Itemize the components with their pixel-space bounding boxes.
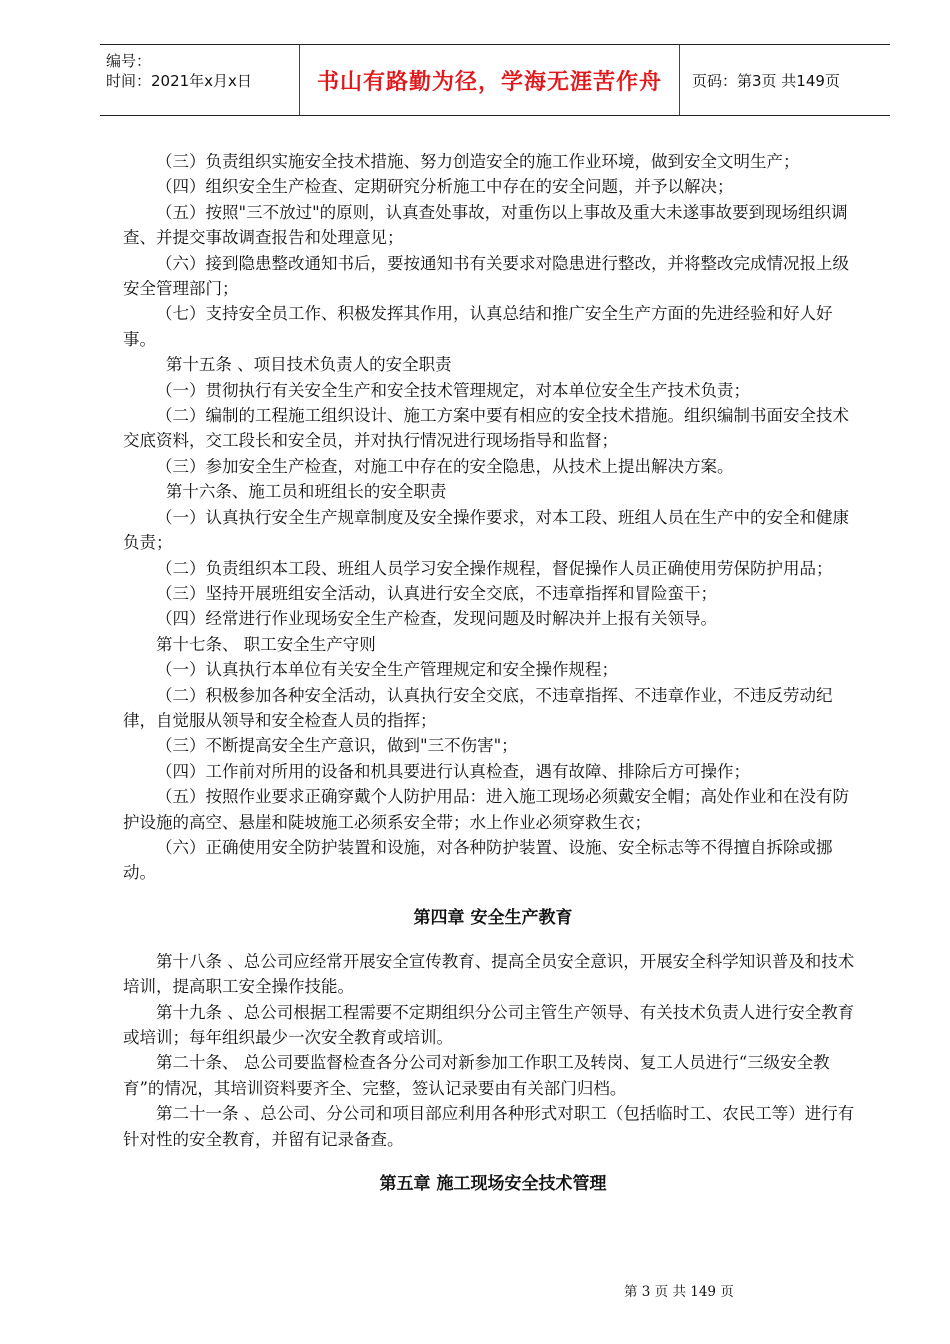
paragraph: （二）负责组织本工段、班组人员学习安全操作规程，督促操作人员正确使用劳保防护用品；	[156, 558, 833, 578]
paragraph: 第二十条、 总公司要监督检查各分公司对新参加工作职工及转岗、复工人员进行“三级安全教育”的情况，其培训资料要齐全、完整，签认记录要由有关部门归档。	[123, 1053, 830, 1098]
paragraph: 第二十一条 、总公司、分公司和项目部应利用各种形式对职工（包括临时工、农民工等）进行有针对性的安全教育，并留有记录备查。	[123, 1104, 855, 1149]
paragraph: （二）编制的工程施工组织设计、施工方案中要有相应的安全技术措施。组织编制书面安全技术交底资料，交工段长和安全员，并对执行情况进行现场指导和监督；	[123, 406, 849, 451]
header-motto: 书山有路勤为径，学海无涯苦作舟	[316, 69, 662, 95]
header-page-cell	[680, 45, 890, 115]
paragraph: （七）支持安全员工作、积极发挥其作用，认真总结和推广安全生产方面的先进经验和好人好事。	[123, 304, 833, 349]
header-page-label: 页码：第3页 共149页	[692, 71, 840, 90]
paragraph: （四）组织安全生产检查、定期研究分析施工中存在的安全问题，并予以解决；	[156, 177, 734, 197]
paragraph: （三）参加安全生产检查，对施工中存在的安全隐患，从技术上提出解决方案。	[156, 456, 734, 476]
paragraph: （四）经常进行作业现场安全生产检查，发现问题及时解决并上报有关领导。	[156, 609, 717, 629]
article-heading: 第十六条、施工员和班组长的安全职责	[165, 482, 447, 502]
page-footer: 第 3 页 共 149 页	[624, 1284, 734, 1300]
document-time-label: 时间：2021年x月x日	[106, 72, 252, 90]
paragraph: （一）贯彻执行有关安全生产和安全技术管理规定，对本单位安全生产技术负责；	[156, 380, 750, 400]
paragraph: 第十八条 、总公司应经常开展安全宣传教育、提高全员安全意识，开展安全科学知识普及和技术培训，提高职工安全操作技能。	[123, 951, 855, 997]
paragraph: （六）接到隐患整改通知书后，要按通知书有关要求对隐患进行整改，并将整改完成情况报上级安全管理部门；	[123, 253, 849, 299]
header-meta	[100, 45, 300, 115]
paragraph: （四）工作前对所用的设备和机具要进行认真检查，遇有故障、排除后方可操作；	[156, 761, 750, 781]
chapter-title: 第五章 施工现场安全技术管理	[379, 1174, 607, 1195]
paragraph: （三）坚持开展班组安全活动，认真进行安全交底，不违章指挥和冒险蛮干；	[156, 583, 717, 603]
paragraph: （六）正确使用安全防护装置和设施，对各种防护装置、设施、安全标志等不得擅自拆除或挪动。	[123, 837, 833, 883]
paragraph: （一）认真执行安全生产规章制度及安全操作要求，对本工段、班组人员在生产中的安全和健康负责；	[123, 507, 849, 553]
header-motto-cell	[300, 45, 680, 115]
paragraph: （一）认真执行本单位有关安全生产管理规定和安全操作规程；	[156, 660, 618, 680]
paragraph: （五）按照作业要求正确穿戴个人防护用品：进入施工现场必须戴安全帽；高处作业和在没有防护设施的高空、悬崖和陡坡施工必须系安全带；水上作业必须穿救生衣；	[123, 787, 849, 832]
header-table	[100, 44, 890, 116]
document-body	[123, 149, 863, 1197]
paragraph: （三）不断提高安全生产意识，做到"三不伤害"；	[156, 736, 518, 756]
paragraph: （五）按照"三不放过"的原则，认真查处事故，对重伤以上事故及重大未遂事故要到现场组织调查、并提交事故调查报告和处理意见；	[123, 202, 848, 248]
paragraph: （二）积极参加各种安全活动，认真执行安全交底，不违章指挥、不违章作业，不违反劳动纪律，自觉服从领导和安全检查人员的指挥；	[123, 685, 833, 730]
paragraph: （三）负责组织实施安全技术措施、努力创造安全的施工作业环境，做到安全文明生产；	[156, 152, 800, 171]
paragraph: 第十九条 、总公司根据工程需要不定期组织分公司主管生产领导、有关技术负责人进行安全教育或培训；每年组织最少一次安全教育或培训。	[123, 1002, 855, 1047]
article-heading: 第十七条、 职工安全生产守则	[156, 634, 376, 654]
document-number-label: 编号：	[106, 52, 152, 70]
chapter-title: 第四章 安全生产教育	[413, 907, 573, 928]
article-heading: 第十五条 、项目技术负责人的安全职责	[165, 355, 452, 375]
